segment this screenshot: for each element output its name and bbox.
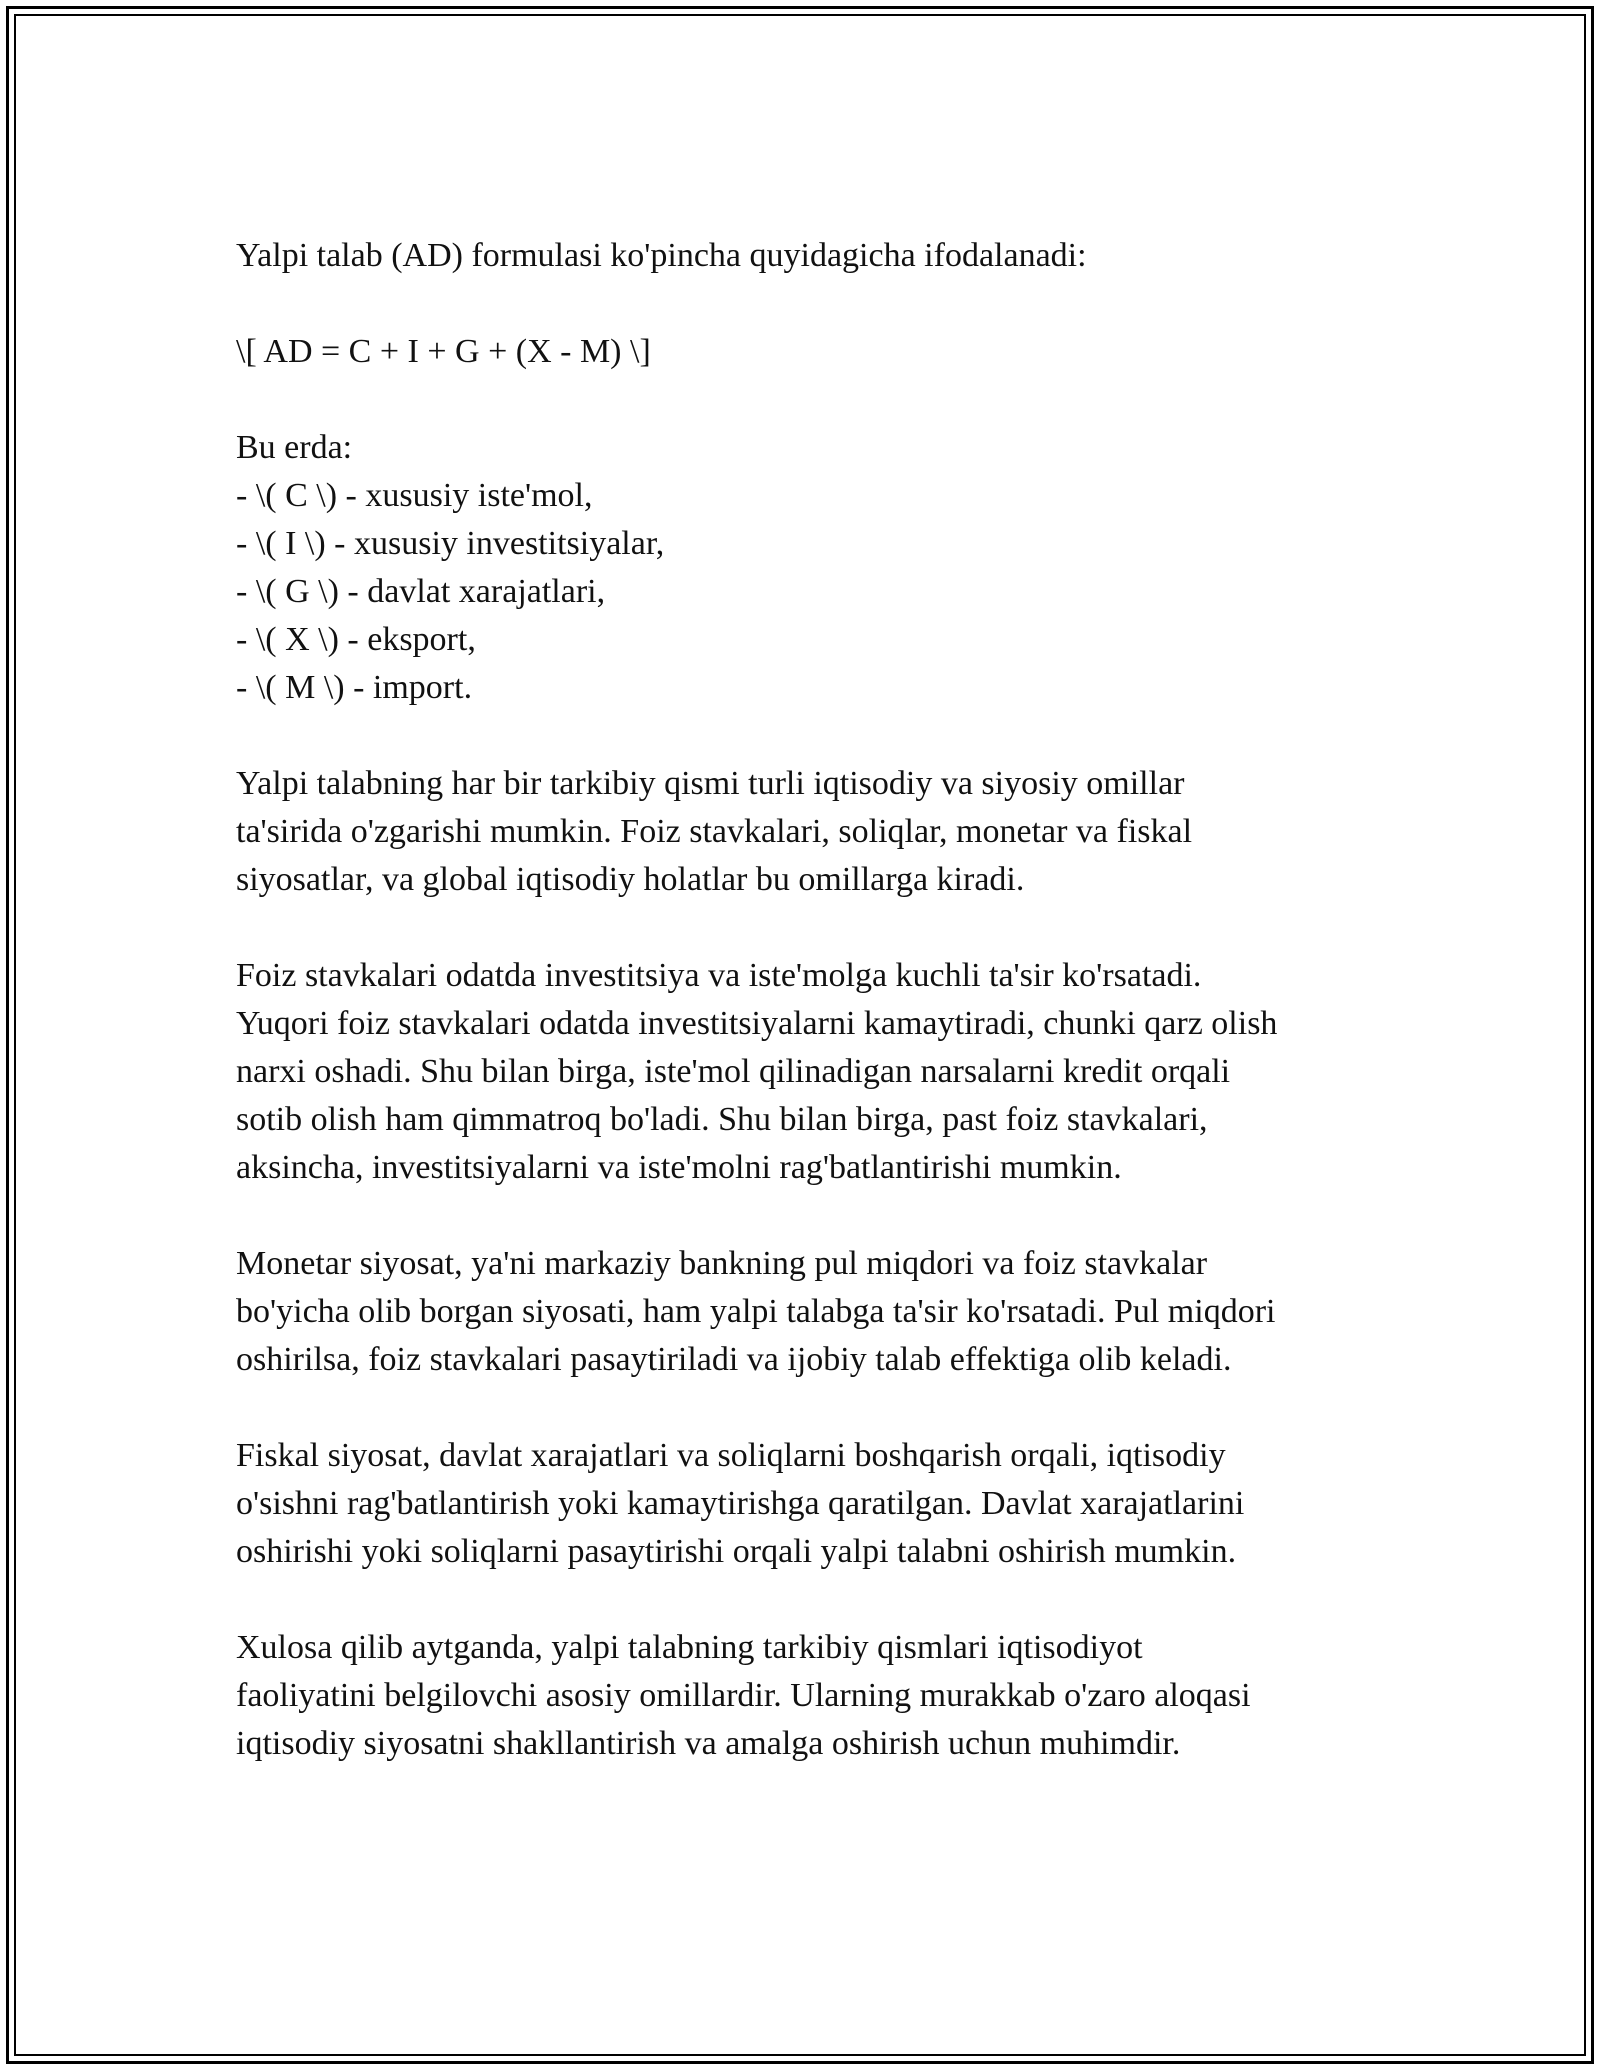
spacer xyxy=(236,376,1396,424)
paragraph: Foiz stavkalari odatda investitsiya va iste'molga kuchli ta'sir ko'rsatadi. Yuqori foiz stavkalari odatda investitsiyalarni kamaytiradi, chunki qarz olish narxi oshadi. Shu bilan birga, iste'mol qilinadigan narsalarni kredit orqali sotib olish ham qimmatroq bo'ladi. Shu bilan birga, past foiz stavkalari, aksincha, investitsiyalarni va iste'molni rag'batlantirishi mumkin. xyxy=(236,957,1278,1186)
definition-item: - \( G \) - davlat xarajatlari, xyxy=(236,573,606,610)
paragraph: Fiskal siyosat, davlat xarajatlari va soliqlarni boshqarish orqali, iqtisodiy o'sishni rag'batlantirish yoki kamaytirishga qaratilgan. Davlat xarajatlarini oshirishi yoki soliqlarni pasaytirishi orqali yalpi talabni oshirish mumkin. xyxy=(236,1437,1245,1570)
spacer xyxy=(236,712,1396,760)
paragraph: Yalpi talabning har bir tarkibiy qismi turli iqtisodiy va siyosiy omillar ta'sirida o'zgarishi mumkin. Foiz stavkalari, soliqlar, monetar va fiskal siyosatlar, va global iqtisodiy holatlar bu omillarga kiradi. xyxy=(236,765,1193,898)
definition-item: - \( X \) - eksport, xyxy=(236,621,476,658)
intro-text: Yalpi talab (AD) formulasi ko'pincha quyidagicha ifodalanadi: xyxy=(236,237,1087,274)
document-body xyxy=(236,232,1396,1768)
where-label: Bu erda: xyxy=(236,429,353,466)
formula-text: \[ AD = C + I + G + (X - M) \] xyxy=(236,333,651,370)
spacer xyxy=(236,904,1396,952)
paragraph: Monetar siyosat, ya'ni markaziy bankning pul miqdori va foiz stavkalar bo'yicha olib borgan siyosati, ham yalpi talabga ta'sir ko'rsatadi. Pul miqdori oshirilsa, foiz stavkalari pasaytiriladi va ijobiy talab effektiga olib keladi. xyxy=(236,1245,1276,1378)
definition-item: - \( I \) - xususiy investitsiyalar, xyxy=(236,525,665,562)
spacer xyxy=(236,280,1396,328)
definition-item: - \( C \) - xususiy iste'mol, xyxy=(236,477,593,514)
paragraph: Xulosa qilib aytganda, yalpi talabning tarkibiy qismlari iqtisodiyot faoliyatini belgilovchi asosiy omillardir. Ularning murakkab o'zaro aloqasi iqtisodiy siyosatni shakllantirish va amalga oshirish uchun muhimdir. xyxy=(236,1629,1251,1762)
spacer xyxy=(236,1192,1396,1240)
spacer xyxy=(236,1384,1396,1432)
spacer xyxy=(236,1576,1396,1624)
definition-item: - \( M \) - import. xyxy=(236,669,473,706)
